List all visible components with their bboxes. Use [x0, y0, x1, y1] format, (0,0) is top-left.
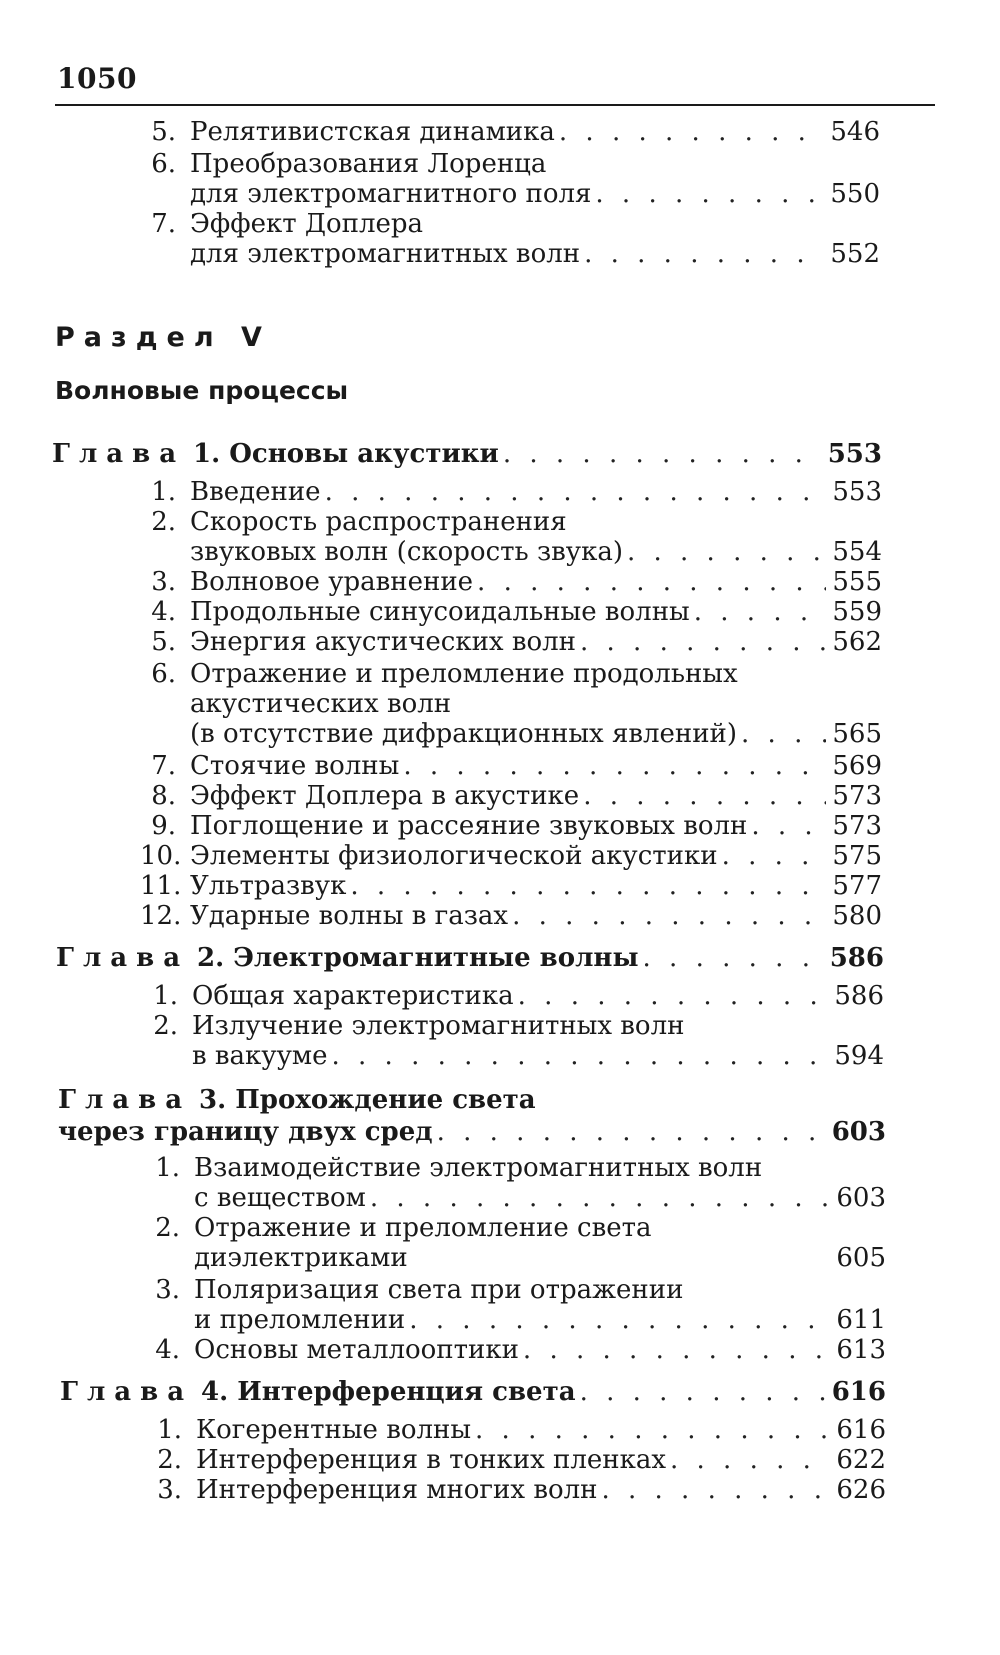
entry-number: 12. [140, 901, 182, 931]
chapter-title: 3. Прохождение света [199, 1085, 536, 1115]
toc-entry [142, 980, 884, 1012]
toc-entry [140, 900, 882, 932]
entry-number: 2. [155, 1213, 180, 1243]
toc-entry [140, 840, 882, 872]
toc-entry [140, 596, 882, 628]
chapter-title: 1. Основы акустики [193, 439, 499, 469]
toc-entry [140, 780, 882, 812]
dot-leader [403, 750, 826, 782]
entry-title: Релятивистская динамика [190, 117, 555, 147]
chapter-page: 553 [827, 439, 882, 469]
entry-page: 575 [832, 841, 882, 871]
entry-title: Отражение и преломление света [194, 1213, 652, 1243]
toc-entry [190, 718, 882, 750]
toc-entry [140, 870, 882, 902]
entry-page: 565 [832, 719, 882, 749]
entry-number: 3. [151, 567, 176, 597]
entry-title-continued: с веществом [194, 1183, 366, 1213]
entry-title-continued: диэлектриками [194, 1243, 408, 1273]
dot-leader [475, 1414, 830, 1446]
entry-page: 616 [836, 1415, 886, 1445]
entry-number: 6. [151, 659, 176, 689]
toc-entry [146, 1474, 886, 1506]
section-heading: Раздел V [55, 322, 271, 353]
toc-entry [190, 536, 882, 568]
entry-title: Скорость распространения [190, 507, 567, 537]
entry-page: 550 [830, 179, 880, 209]
entry-page: 552 [830, 239, 880, 269]
entry-title: Общая характеристика [192, 981, 514, 1011]
entry-title-continued: для электромагнитных волн [190, 239, 581, 269]
entry-number: 5. [151, 117, 176, 147]
entry-title: Взаимодействие электромагнитных волн [194, 1153, 763, 1183]
toc-entry-first-line [144, 1212, 652, 1244]
toc-entry-first-line [140, 658, 738, 690]
dot-leader [512, 900, 826, 932]
entry-page: 554 [832, 537, 882, 567]
entry-number: 10. [140, 841, 182, 871]
entry-page: 605 [836, 1243, 886, 1273]
dot-leader [601, 1474, 830, 1506]
dot-leader [694, 596, 827, 628]
entry-title-continued: (в отсутствие дифракционных явлений) [190, 719, 738, 749]
entry-number: 11. [140, 871, 182, 901]
dot-leader [643, 942, 824, 974]
entry-title: Продольные синусоидальные волны [190, 597, 690, 627]
dot-leader [583, 780, 826, 812]
section-title: Волновые процессы [55, 376, 349, 405]
entry-title-continued: звуковых волн (скорость звука) [190, 537, 623, 567]
toc-entry [194, 1242, 886, 1274]
entry-title: Интерференция многих волн [196, 1475, 598, 1505]
toc-entry [140, 566, 882, 598]
entry-number: 7. [151, 751, 176, 781]
chapter-heading [52, 438, 882, 470]
dot-leader [503, 438, 822, 470]
entry-title: Энергия акустических волн [190, 627, 576, 657]
entry-page: 569 [832, 751, 882, 781]
dot-leader [580, 1376, 826, 1408]
entry-title: Ударные волны в газах [190, 901, 509, 931]
toc-entry-first-line [144, 1274, 683, 1306]
dot-leader [670, 1444, 830, 1476]
entry-title: Ультразвук [190, 871, 347, 901]
dot-leader [370, 1182, 830, 1214]
dot-leader [477, 566, 826, 598]
chapter-prefix: Глава [52, 439, 186, 469]
toc-entry [140, 626, 882, 658]
chapter-prefix: Глава [58, 1085, 192, 1115]
toc-entry [144, 1334, 886, 1366]
entry-number: 9. [151, 811, 176, 841]
dot-leader [350, 870, 826, 902]
dot-leader [325, 476, 827, 508]
dot-leader [518, 980, 829, 1012]
entry-page: 586 [834, 981, 884, 1011]
entry-number: 7. [151, 209, 176, 239]
entry-page: 594 [834, 1041, 884, 1071]
entry-title-continued: акустических волн [190, 689, 452, 719]
entry-number: 2. [157, 1445, 182, 1475]
chapter-page: 616 [831, 1377, 886, 1407]
dot-leader [437, 1116, 826, 1148]
chapter-prefix: Глава [60, 1377, 194, 1407]
chapter-page: 586 [829, 943, 884, 973]
entry-number: 2. [151, 507, 176, 537]
toc-entry-first-line [142, 1010, 684, 1042]
entry-number: 4. [155, 1335, 180, 1365]
toc-entry-first-line [140, 148, 546, 180]
entry-title-continued: для электромагнитного поля [190, 179, 592, 209]
toc-entry [194, 1182, 886, 1214]
toc-entry-first-line [144, 1152, 762, 1184]
entry-number: 4. [151, 597, 176, 627]
entry-number: 3. [155, 1275, 180, 1305]
entry-page: 573 [832, 811, 882, 841]
entry-title: Основы металлооптики [194, 1335, 519, 1365]
chapter-title: 2. Электромагнитные волны [197, 943, 639, 973]
entry-title-continued: в вакууме [192, 1041, 328, 1071]
chapter-heading [58, 1116, 886, 1148]
entry-page: 611 [836, 1305, 886, 1335]
toc-entry-first-line [140, 208, 423, 240]
chapter-title-continued: через границу двух сред [58, 1117, 433, 1147]
dot-leader [332, 1040, 829, 1072]
toc-entry [140, 810, 882, 842]
entry-title: Эффект Доплера [190, 209, 424, 239]
entry-title: Когерентные волны [196, 1415, 472, 1445]
entry-number: 5. [151, 627, 176, 657]
entry-title: Поляризация света при отражении [194, 1275, 684, 1305]
dot-leader [741, 718, 826, 750]
entry-page: 555 [832, 567, 882, 597]
dot-leader [751, 810, 826, 842]
entry-title: Эффект Доплера в акустике [190, 781, 580, 811]
entry-page: 546 [830, 117, 880, 147]
entry-title: Излучение электромагнитных волн [192, 1011, 685, 1041]
entry-number: 1. [151, 477, 176, 507]
toc-entry [146, 1444, 886, 1476]
dot-leader [559, 116, 824, 148]
entry-page: 559 [832, 597, 882, 627]
toc-entry [194, 1304, 886, 1336]
entry-title: Элементы физиологической акустики [190, 841, 718, 871]
entry-page: 573 [832, 781, 882, 811]
dot-leader [722, 840, 827, 872]
dot-leader [627, 536, 826, 568]
toc-entry [190, 178, 880, 210]
entry-number: 2. [153, 1011, 178, 1041]
entry-title: Преобразования Лоренца [190, 149, 547, 179]
chapter-prefix: Глава [56, 943, 190, 973]
entry-number: 3. [157, 1475, 182, 1505]
chapter-page: 603 [831, 1117, 886, 1147]
page-number: 1050 [57, 62, 137, 95]
entry-number: 1. [157, 1415, 182, 1445]
toc-entry [140, 116, 880, 148]
chapter-heading [60, 1376, 886, 1408]
entry-title: Поглощение и рассеяние звуковых волн [190, 811, 748, 841]
dot-leader [523, 1334, 830, 1366]
toc-entry-first-line [140, 506, 567, 538]
entry-page: 577 [832, 871, 882, 901]
entry-page: 613 [836, 1335, 886, 1365]
entry-page: 603 [836, 1183, 886, 1213]
entry-title: Интерференция в тонких пленках [196, 1445, 666, 1475]
entry-number: 8. [151, 781, 176, 811]
entry-title: Волновое уравнение [190, 567, 474, 597]
chapter-title: 4. Интерференция света [201, 1377, 576, 1407]
entry-number: 1. [155, 1153, 180, 1183]
entry-title: Введение [190, 477, 321, 507]
entry-title: Отражение и преломление продольных [190, 659, 738, 689]
entry-page: 626 [836, 1475, 886, 1505]
chapter-heading-first-line [58, 1084, 536, 1116]
entry-page: 562 [832, 627, 882, 657]
entry-number: 1. [153, 981, 178, 1011]
chapter-heading [56, 942, 884, 974]
toc-entry [190, 238, 880, 270]
entry-page: 553 [832, 477, 882, 507]
toc-entry [140, 476, 882, 508]
toc-entry [146, 1414, 886, 1446]
dot-leader [595, 178, 824, 210]
dot-leader [584, 238, 824, 270]
entry-title: Стоячие волны [190, 751, 400, 781]
toc-entry [192, 1040, 884, 1072]
entry-page: 580 [832, 901, 882, 931]
entry-number: 6. [151, 149, 176, 179]
dot-leader [409, 1304, 830, 1336]
entry-title-continued: и преломлении [194, 1305, 406, 1335]
toc-entry [140, 750, 882, 782]
entry-page: 622 [836, 1445, 886, 1475]
dot-leader [580, 626, 826, 658]
